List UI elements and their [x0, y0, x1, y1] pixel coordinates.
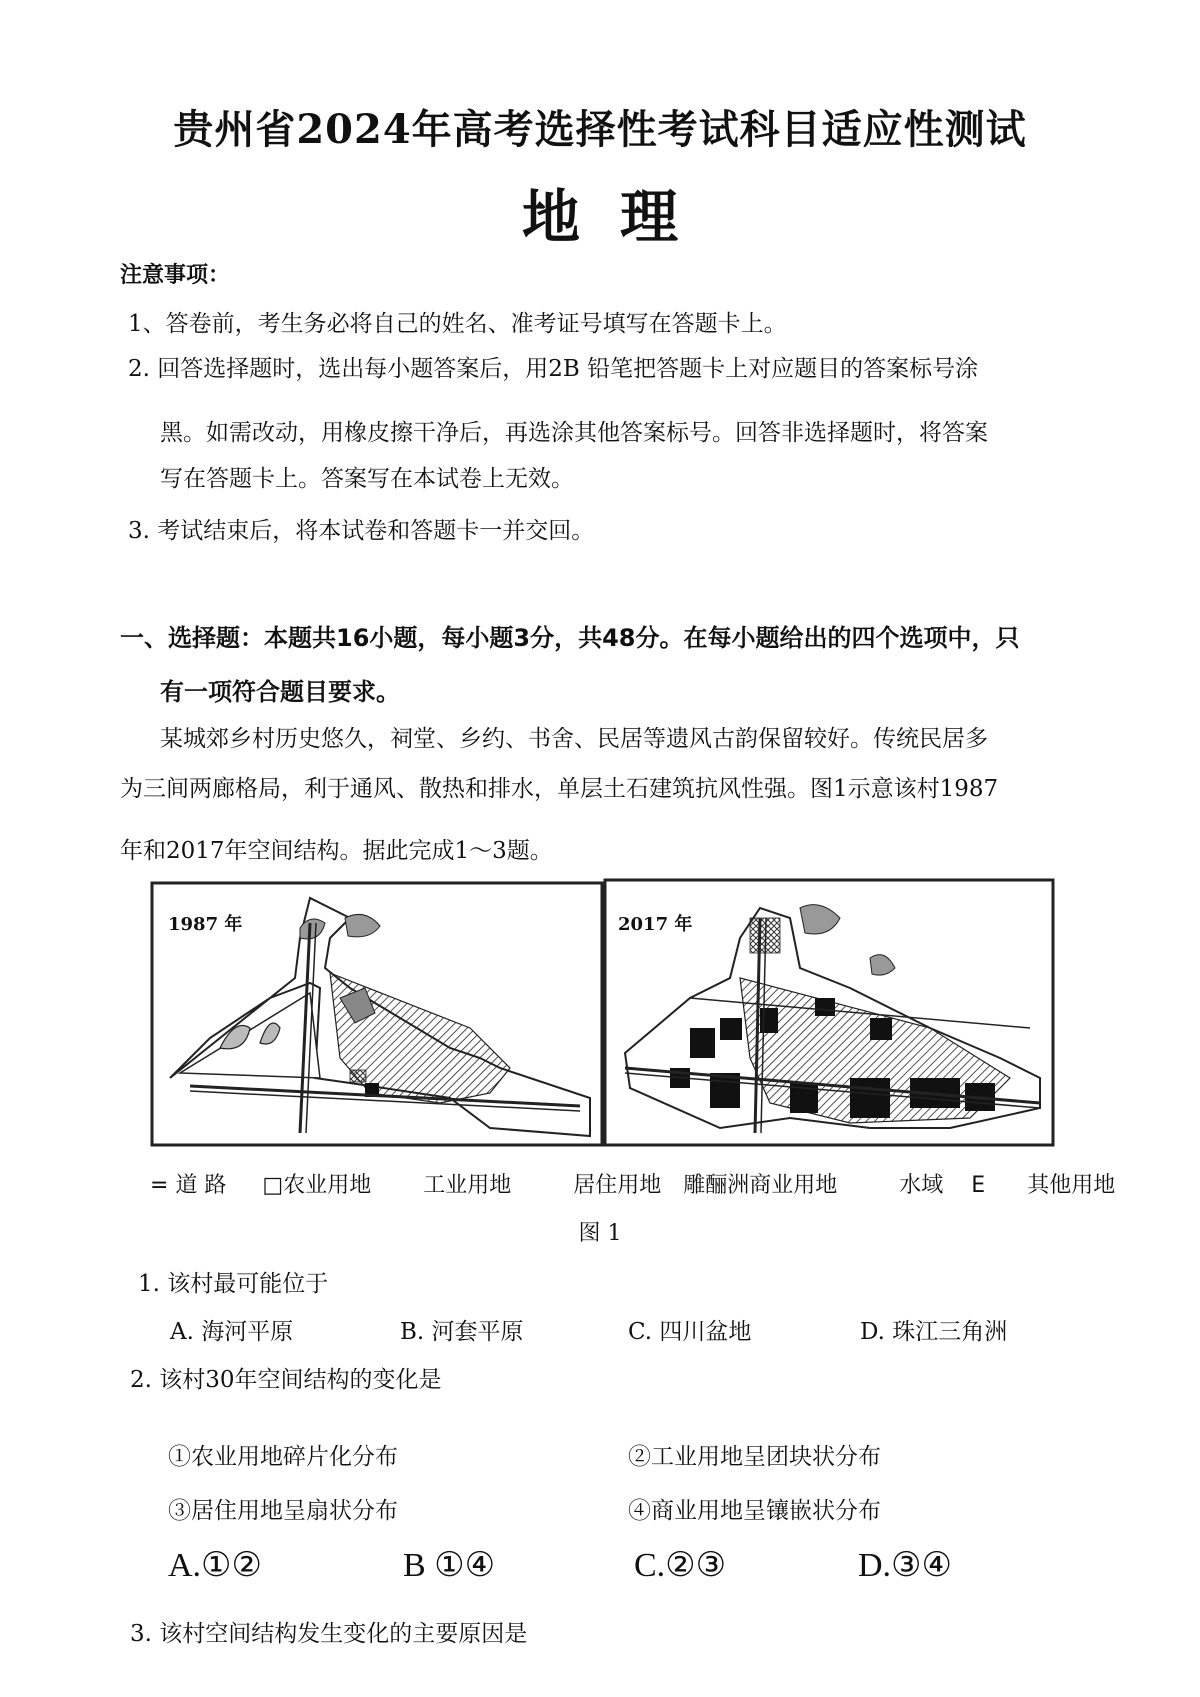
q1-option-d: D. 珠江三角洲: [860, 1319, 1008, 1345]
notice-item-2-line-1: 2. 回答选择题时，选出每小题答案后，用2B 铅笔把答题卡上对应题目的答案标号涂: [128, 356, 979, 382]
legend-water: 水域: [899, 1173, 944, 1198]
notice-heading: 注意事项：: [120, 263, 231, 288]
map-panel-2017: [605, 880, 1053, 1145]
q2-statement-3: ③居住用地呈扇状分布: [168, 1498, 398, 1524]
q2-statement-1: ①农业用地碎片化分布: [168, 1444, 398, 1470]
land-use-figure: [150, 878, 1055, 1150]
q1-option-a: A. 海河平原: [170, 1319, 294, 1345]
map-legend: [150, 1168, 1115, 1199]
q1-option-b: B. 河套平原: [400, 1319, 524, 1345]
q2-option-c: C.②③: [634, 1547, 727, 1584]
exam-title: 贵州省2024年高考选择性考试科目适应性测试: [173, 106, 1027, 153]
legend-road: = 道 路: [150, 1173, 227, 1198]
notice-item-1: 1、答卷前，考生务必将自己的姓名、准考证号填写在答题卡上。: [128, 311, 787, 337]
notice-item-2-line-2: 黑。如需改动，用橡皮擦干净后，再选涂其他答案标号。回答非选择题时，将答案: [160, 420, 988, 446]
section-heading-line-1: 一、选择题：本题共16小题，每小题3分，共48分。在每小题给出的四个选项中，只: [120, 624, 1020, 652]
section-heading-line-2: 有一项符合题目要求。: [160, 678, 400, 706]
figure-caption: 图 1: [578, 1221, 622, 1246]
legend-commercial-land: 商业用地: [749, 1173, 838, 1198]
q3-stem: 3. 该村空间结构发生变化的主要原因是: [130, 1621, 528, 1647]
q2-option-b: B ①④: [403, 1547, 496, 1584]
q2-statement-4: ④商业用地呈镶嵌状分布: [628, 1498, 881, 1524]
q2-option-d: D.③④: [858, 1547, 953, 1584]
legend-residential-land: 居住用地: [573, 1173, 662, 1198]
legend-e-mark: E: [971, 1173, 986, 1198]
legend-commercial-prefix: 雕酾洲: [683, 1173, 750, 1198]
panel-label-2017: 2017 年: [618, 914, 693, 935]
q2-stem: 2. 该村30年空间结构的变化是: [130, 1367, 442, 1393]
map-panel-1987: [152, 883, 602, 1145]
passage-line-1: 某城郊乡村历史悠久，祠堂、乡约、书舍、民居等遗风古韵保留较好。传统民居多: [160, 726, 988, 752]
q1-stem: 1. 该村最可能位于: [138, 1271, 329, 1297]
notice-item-3: 3. 考试结束后，将本试卷和答题卡一并交回。: [128, 518, 595, 544]
q2-option-a: A.①②: [168, 1547, 263, 1584]
passage-line-2: 为三间两廊格局，利于通风、散热和排水，单层土石建筑抗风性强。图1示意该村1987: [120, 776, 999, 802]
subject-title: 地理: [521, 183, 718, 251]
legend-industrial-land: 工业用地: [423, 1173, 512, 1198]
q1-option-c: C. 四川盆地: [628, 1319, 752, 1345]
legend-other-land: 其他用地: [1027, 1173, 1116, 1198]
q2-statement-2: ②工业用地呈团块状分布: [628, 1444, 881, 1470]
legend-agricultural-land: □农业用地: [262, 1173, 372, 1198]
panel-label-1987: 1987 年: [168, 914, 243, 935]
passage-line-3: 年和2017年空间结构。据此完成1～3题。: [120, 838, 553, 864]
notice-item-2-line-3: 写在答题卡上。答案写在本试卷上无效。: [160, 466, 574, 492]
